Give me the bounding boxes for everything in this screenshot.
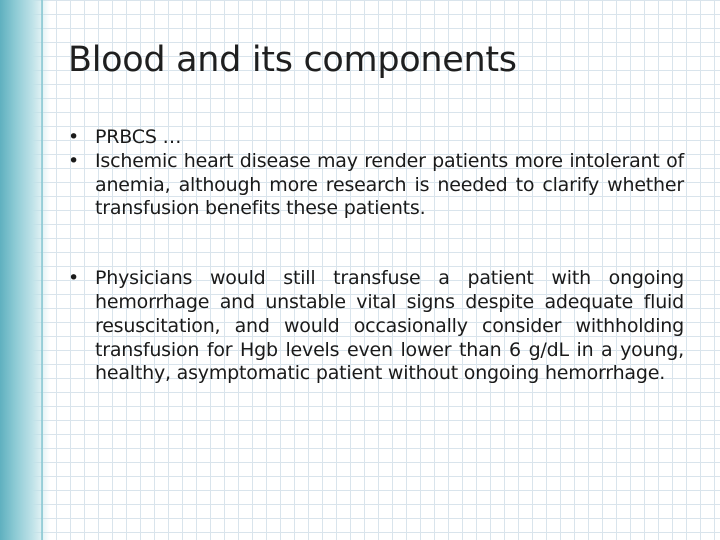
slide-title: Blood and its components (68, 40, 517, 80)
bullet-list (68, 126, 684, 386)
bullet-item: • Physicians would still transfuse a patient with ongoing hemorrhage and unstable vital signs despite adequate fluid resuscitation, and would occasionally consider withholding transfusion for Hgb levels even lower than 6 g/dL in a young, healthy, asymptomatic patient without ongoing hemorrhage. (68, 267, 684, 386)
bullet-item: • Ischemic heart disease may render patients more intolerant of anemia, although more research is needed to clarify whether transfusion benefits these patients. (68, 150, 684, 221)
bullet-item: • PRBCS … (68, 126, 684, 150)
accent-bar (0, 0, 50, 540)
